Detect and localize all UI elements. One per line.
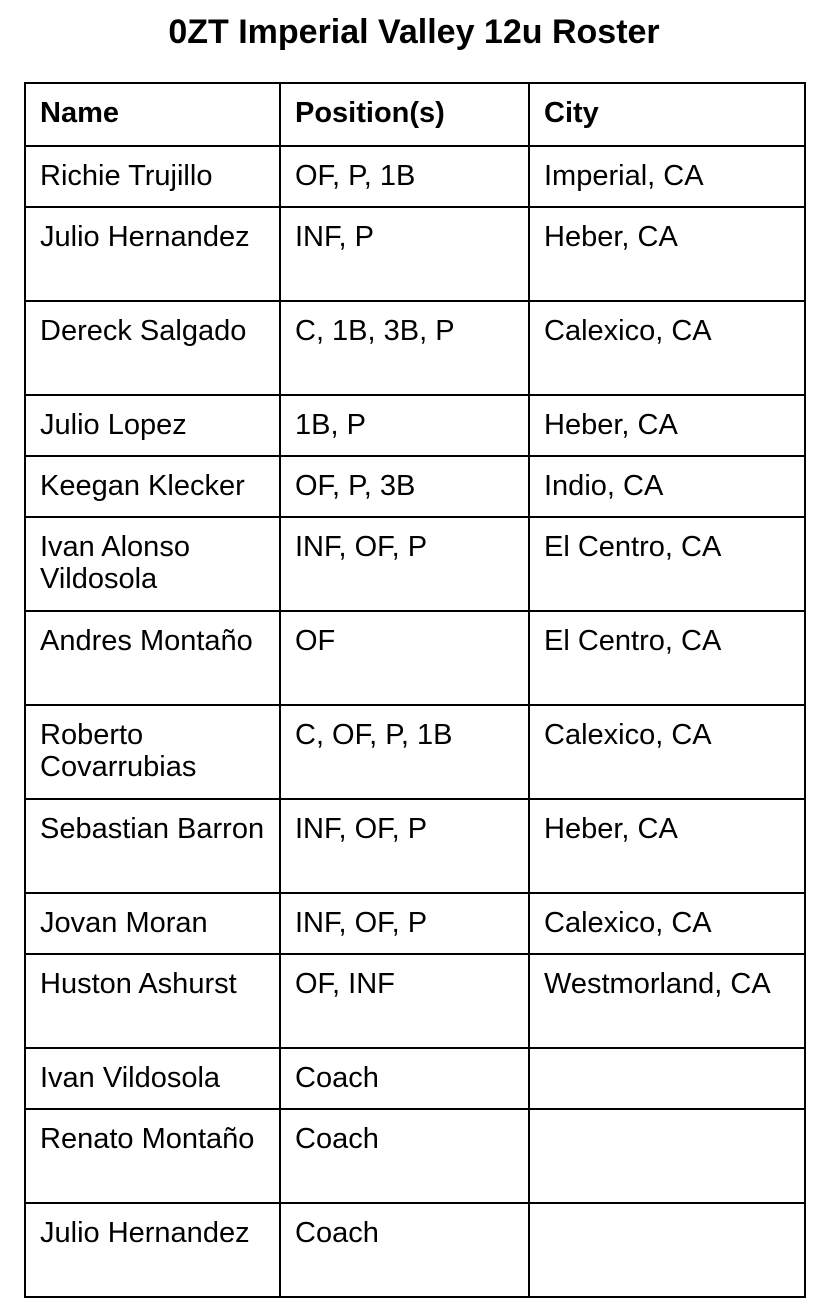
city-cell — [529, 1109, 805, 1203]
player-name-cell: Jovan Moran — [25, 893, 280, 954]
player-name-cell: Dereck Salgado — [25, 301, 280, 395]
column-header-name: Name — [25, 83, 280, 146]
table-header-row — [25, 83, 805, 146]
table-row — [25, 456, 805, 517]
positions-cell: INF, P — [280, 207, 529, 301]
positions-cell: Coach — [280, 1203, 529, 1297]
positions-cell: Coach — [280, 1048, 529, 1109]
table-row — [25, 799, 805, 893]
positions-cell: OF — [280, 611, 529, 705]
table-row — [25, 146, 805, 207]
table-row — [25, 1109, 805, 1203]
city-cell — [529, 1048, 805, 1109]
player-name-cell: Richie Trujillo — [25, 146, 280, 207]
player-name-cell: Ivan Alonso Vildosola — [25, 517, 280, 611]
table-row — [25, 954, 805, 1048]
city-cell: El Centro, CA — [529, 611, 805, 705]
table-row — [25, 893, 805, 954]
table-row — [25, 705, 805, 799]
table-row — [25, 395, 805, 456]
player-name-cell: Sebastian Barron — [25, 799, 280, 893]
city-cell: Calexico, CA — [529, 705, 805, 799]
city-cell: Heber, CA — [529, 207, 805, 301]
city-cell: Heber, CA — [529, 395, 805, 456]
player-name-cell: Keegan Klecker — [25, 456, 280, 517]
positions-cell: OF, P, 3B — [280, 456, 529, 517]
positions-cell: INF, OF, P — [280, 517, 529, 611]
city-cell: Calexico, CA — [529, 893, 805, 954]
table-row — [25, 517, 805, 611]
positions-cell: INF, OF, P — [280, 799, 529, 893]
roster-table — [24, 82, 806, 1298]
page-title: 0ZT Imperial Valley 12u Roster — [168, 13, 660, 51]
city-cell: Heber, CA — [529, 799, 805, 893]
player-name-cell: Julio Lopez — [25, 395, 280, 456]
player-name-cell: Roberto Covarrubias — [25, 705, 280, 799]
city-cell: Westmorland, CA — [529, 954, 805, 1048]
city-cell: Imperial, CA — [529, 146, 805, 207]
player-name-cell: Renato Montaño — [25, 1109, 280, 1203]
positions-cell: OF, P, 1B — [280, 146, 529, 207]
player-name-cell: Ivan Vildosola — [25, 1048, 280, 1109]
player-name-cell: Julio Hernandez — [25, 207, 280, 301]
player-name-cell: Huston Ashurst — [25, 954, 280, 1048]
city-cell: Calexico, CA — [529, 301, 805, 395]
table-row — [25, 1203, 805, 1297]
positions-cell: Coach — [280, 1109, 529, 1203]
positions-cell: OF, INF — [280, 954, 529, 1048]
city-cell: Indio, CA — [529, 456, 805, 517]
city-cell — [529, 1203, 805, 1297]
table-row — [25, 207, 805, 301]
player-name-cell: Julio Hernandez — [25, 1203, 280, 1297]
positions-cell: C, OF, P, 1B — [280, 705, 529, 799]
positions-cell: INF, OF, P — [280, 893, 529, 954]
positions-cell: C, 1B, 3B, P — [280, 301, 529, 395]
column-header-positions: Position(s) — [280, 83, 529, 146]
table-row — [25, 1048, 805, 1109]
player-name-cell: Andres Montaño — [25, 611, 280, 705]
city-cell: El Centro, CA — [529, 517, 805, 611]
table-row — [25, 611, 805, 705]
table-row — [25, 301, 805, 395]
column-header-city: City — [529, 83, 805, 146]
positions-cell: 1B, P — [280, 395, 529, 456]
